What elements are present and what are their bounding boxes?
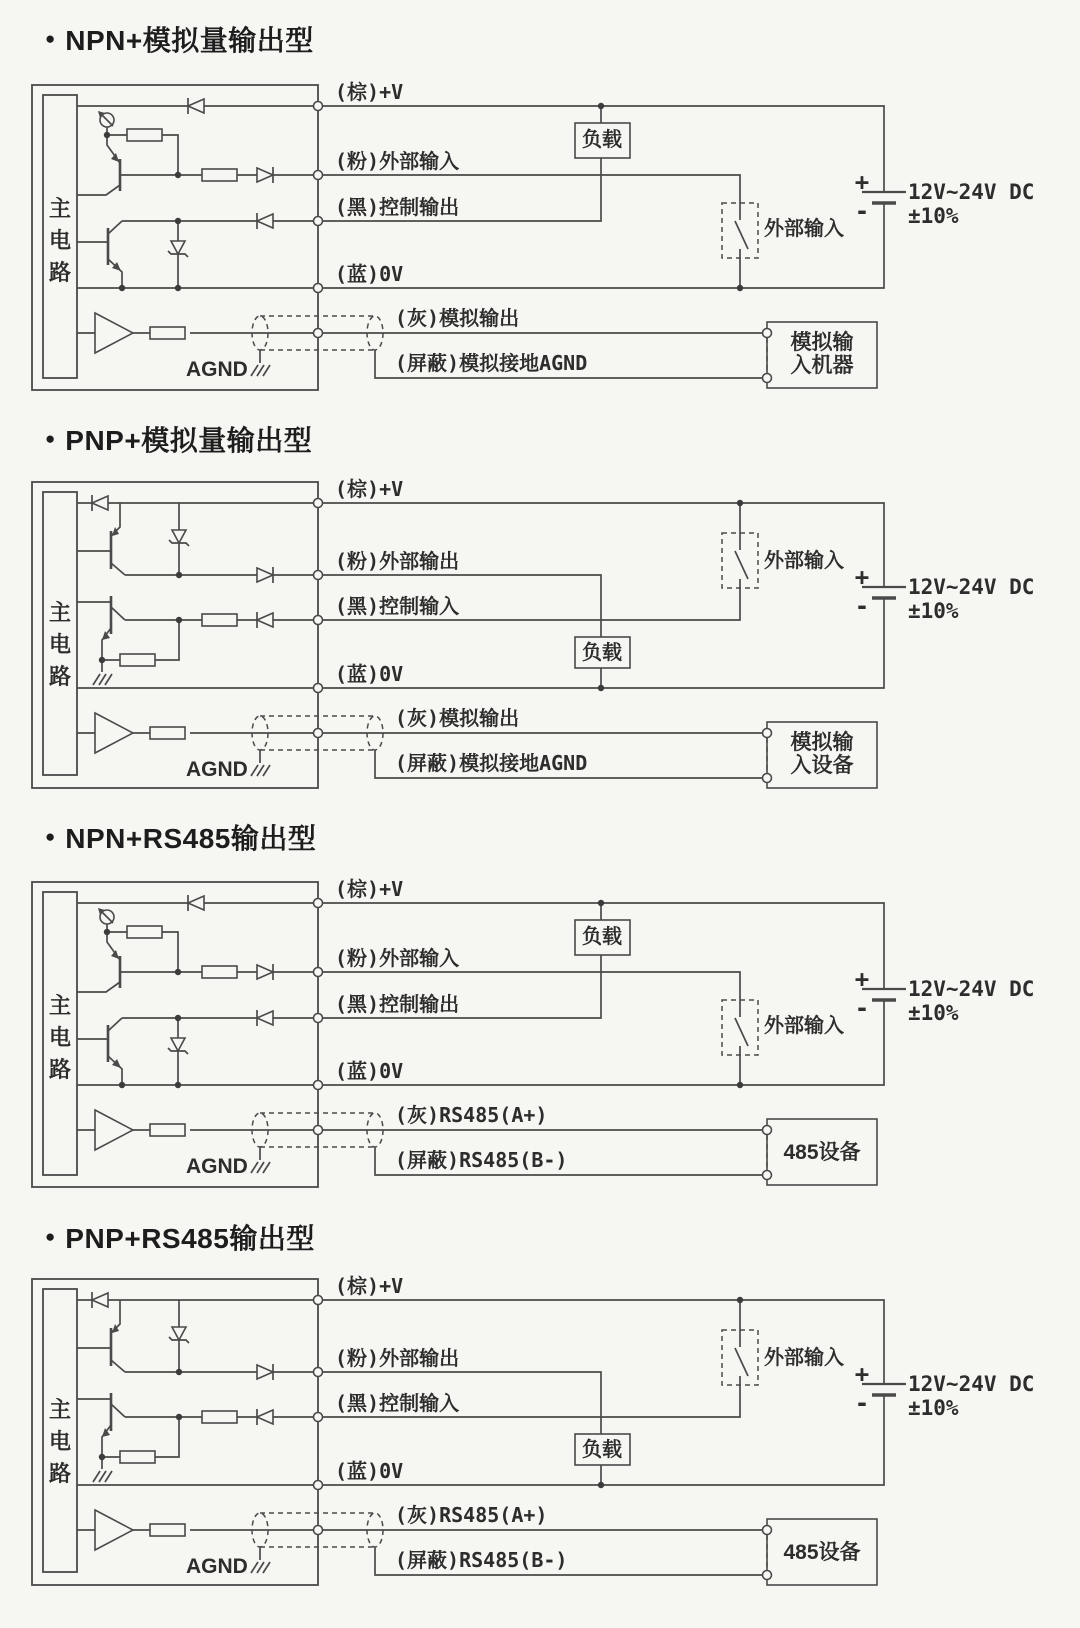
diode-icon (188, 895, 204, 911)
wire-label-blue: (蓝)0V (335, 1059, 404, 1083)
section-npn-analog (0, 20, 1080, 58)
terminal (314, 1413, 323, 1422)
zener-diode-icon (169, 1327, 189, 1343)
resistor-icon (150, 327, 185, 339)
external-input-label: 外部输入 (764, 550, 844, 572)
resistor-icon (202, 1411, 237, 1423)
opamp-icon (95, 713, 133, 753)
terminal (314, 102, 323, 111)
terminal (763, 1526, 772, 1535)
resistor-icon (127, 129, 162, 141)
wire-label-black: (黑)控制输入 (335, 594, 460, 618)
wire-label-blue: (蓝)0V (335, 1459, 404, 1483)
wires (32, 482, 884, 788)
terminal (314, 571, 323, 580)
section-title-row (0, 1218, 1080, 1256)
minus-sign: - (854, 197, 870, 225)
components (98, 98, 906, 388)
ground-icon (93, 1471, 112, 1482)
terminal (763, 774, 772, 783)
section-title: NPN+模拟量输出型 (65, 25, 314, 56)
ground-icon (251, 1562, 270, 1573)
terminal (314, 616, 323, 625)
minus-sign: - (854, 592, 870, 620)
external-input-switch (722, 533, 758, 588)
external-input-label: 外部输入 (764, 1015, 844, 1037)
section-title: PNP+RS485输出型 (65, 1223, 315, 1254)
external-input-switch (722, 1000, 758, 1055)
device-label-line1: 模拟输 (790, 731, 854, 754)
power-rating-line1: 12V~24V DC (908, 1372, 1035, 1396)
main-circuit-label: 主电路 (48, 600, 72, 689)
terminal (314, 217, 323, 226)
resistor-icon (150, 1524, 185, 1536)
minus-sign: - (854, 1389, 870, 1417)
wire-label-brown: (棕)+V (335, 877, 404, 901)
power-rating-line2: ±10% (908, 204, 959, 228)
terminal (763, 729, 772, 738)
diode-icon (257, 167, 273, 183)
opamp-icon (95, 313, 133, 353)
power-rating-line1: 12V~24V DC (908, 977, 1035, 1001)
main-circuit-label: 主电路 (48, 993, 72, 1082)
terminal (763, 1571, 772, 1580)
indicator-icon (98, 111, 114, 127)
diode-icon (257, 1409, 273, 1425)
zener-diode-icon (169, 530, 189, 546)
resistor-icon (202, 614, 237, 626)
schematic-npn-rs485 (0, 872, 1080, 1192)
resistor-icon (202, 966, 237, 978)
plus-sign: + (854, 1360, 870, 1388)
terminal (314, 1296, 323, 1305)
minus-sign: - (854, 994, 870, 1022)
agnd-label: AGND (186, 1555, 248, 1578)
bullet-icon: ● (45, 29, 56, 48)
bullet-icon: ● (45, 1227, 56, 1246)
resistor-icon (150, 1124, 185, 1136)
load-label: 负载 (582, 926, 622, 948)
indicator-icon (98, 908, 114, 924)
terminal (763, 1171, 772, 1180)
wire-label-pink: (粉)外部输出 (335, 1346, 460, 1370)
wire-label-black: (黑)控制输入 (335, 1391, 460, 1415)
wire-label-gray: (灰)RS485(A+) (395, 1103, 548, 1127)
external-input-switch (722, 203, 758, 258)
opamp-icon (95, 1510, 133, 1550)
device-label-line2: 入机器 (790, 354, 854, 377)
device-label-line2: 入设备 (790, 754, 854, 777)
plus-sign: + (854, 168, 870, 196)
terminal (314, 171, 323, 180)
sensor-outline (32, 1279, 318, 1585)
sensor-outline (32, 482, 318, 788)
device-label-line1: 485设备 (783, 1541, 861, 1564)
resistor-icon (150, 727, 185, 739)
terminal (314, 499, 323, 508)
diode-icon (188, 98, 204, 114)
diode-icon (257, 567, 273, 583)
resistor-icon (127, 926, 162, 938)
agnd-label: AGND (186, 758, 248, 781)
bullet-icon: ● (45, 827, 56, 846)
ground-icon (251, 765, 270, 776)
sensor-outline (32, 882, 318, 1187)
zener-diode-icon (168, 1038, 188, 1054)
zener-diode-icon (168, 241, 188, 257)
terminal (763, 329, 772, 338)
wire-label-black: (黑)控制输出 (335, 195, 460, 219)
terminal (314, 1126, 323, 1135)
terminal (763, 1126, 772, 1135)
wire-label-brown: (棕)+V (335, 1274, 404, 1298)
load-label: 负载 (582, 642, 622, 664)
sensor-outline (32, 85, 318, 390)
load-label: 负载 (582, 129, 622, 151)
plus-sign: + (854, 563, 870, 591)
load-label: 负载 (582, 1439, 622, 1461)
power-rating-line2: ±10% (908, 1001, 959, 1025)
resistor-icon (120, 1451, 155, 1463)
diode-icon (257, 1010, 273, 1026)
power-rating-line1: 12V~24V DC (908, 575, 1035, 599)
power-rating-line1: 12V~24V DC (908, 180, 1035, 204)
section-npn-rs485 (0, 818, 1080, 856)
main-circuit-label: 主电路 (48, 196, 72, 285)
terminal (763, 374, 772, 383)
wire-label-brown: (棕)+V (335, 477, 404, 501)
wire-label-shield: (屏蔽)RS485(B-) (395, 1548, 568, 1572)
power-rating-line2: ±10% (908, 1396, 959, 1420)
terminal (314, 329, 323, 338)
agnd-label: AGND (186, 1155, 248, 1178)
section-title: NPN+RS485输出型 (65, 823, 317, 854)
agnd-label: AGND (186, 358, 248, 381)
schematic-npn-analog (0, 75, 1080, 395)
section-title-row (0, 420, 1080, 458)
wire-label-gray: (灰)模拟输出 (395, 306, 520, 330)
section-title-row (0, 20, 1080, 58)
diode-icon (257, 964, 273, 980)
section-pnp-analog (0, 420, 1080, 458)
external-input-label: 外部输入 (764, 1347, 844, 1369)
main-circuit-label: 主电路 (48, 1397, 72, 1486)
components (92, 495, 906, 788)
ground-icon (251, 365, 270, 376)
schematic-pnp-rs485 (0, 1272, 1080, 1592)
terminal (314, 1014, 323, 1023)
diode-icon (257, 1364, 273, 1380)
wire-label-shield: (屏蔽)模拟接地AGND (395, 351, 588, 375)
terminal (314, 1481, 323, 1490)
wire-label-shield: (屏蔽)RS485(B-) (395, 1148, 568, 1172)
diode-icon (92, 1292, 108, 1308)
diode-icon (257, 612, 273, 628)
wire-label-pink: (粉)外部输入 (335, 149, 460, 173)
diode-icon (92, 495, 108, 511)
schematic-pnp-analog (0, 475, 1080, 795)
terminal (314, 968, 323, 977)
ground-icon (251, 1162, 270, 1173)
opamp-icon (95, 1110, 133, 1150)
wire-label-blue: (蓝)0V (335, 662, 404, 686)
wire-label-shield: (屏蔽)模拟接地AGND (395, 751, 588, 775)
plus-sign: + (854, 965, 870, 993)
external-input-switch (722, 1330, 758, 1385)
section-title: PNP+模拟量输出型 (65, 425, 313, 456)
device-label-line1: 模拟输 (790, 331, 854, 354)
resistor-icon (202, 169, 237, 181)
terminal (314, 1081, 323, 1090)
wires (32, 1279, 884, 1585)
terminal (314, 899, 323, 908)
wire-label-gray: (灰)RS485(A+) (395, 1503, 548, 1527)
terminal (314, 284, 323, 293)
ground-icon (93, 674, 112, 685)
wire-label-black: (黑)控制输出 (335, 992, 460, 1016)
wire-label-pink: (粉)外部输入 (335, 946, 460, 970)
device-label-line1: 485设备 (783, 1141, 861, 1164)
wire-label-blue: (蓝)0V (335, 262, 404, 286)
wire-label-pink: (粉)外部输出 (335, 549, 460, 573)
wire-label-gray: (灰)模拟输出 (395, 706, 520, 730)
terminal (314, 1368, 323, 1377)
wire-label-brown: (棕)+V (335, 80, 404, 104)
external-input-label: 外部输入 (764, 218, 844, 240)
diode-icon (257, 213, 273, 229)
terminal (314, 1526, 323, 1535)
bullet-icon: ● (45, 429, 56, 448)
section-pnp-rs485 (0, 1218, 1080, 1256)
terminal (314, 684, 323, 693)
terminal (314, 729, 323, 738)
power-rating-line2: ±10% (908, 599, 959, 623)
resistor-icon (120, 654, 155, 666)
section-title-row (0, 818, 1080, 856)
